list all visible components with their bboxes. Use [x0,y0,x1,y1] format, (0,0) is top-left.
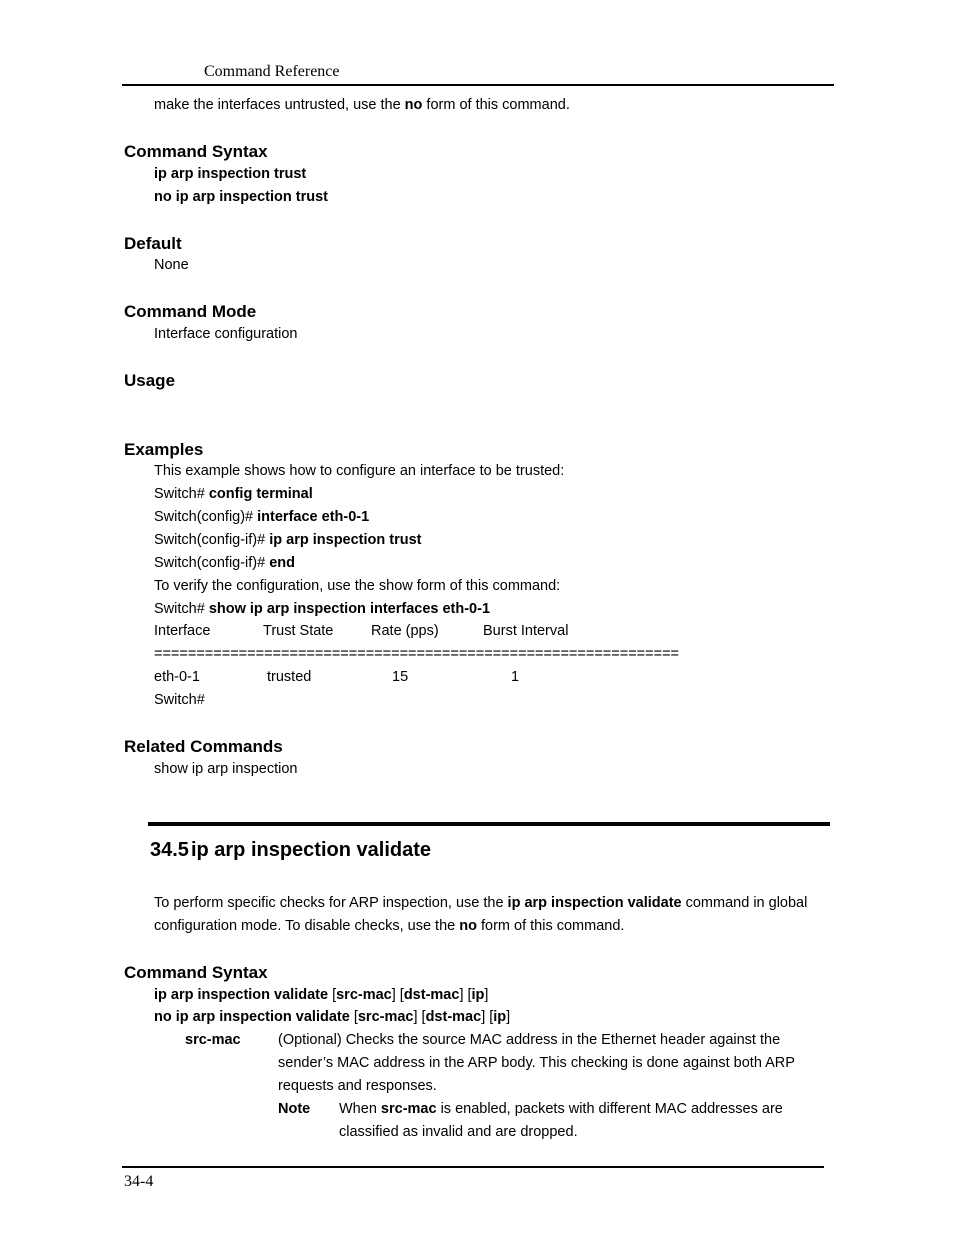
note-text-end: is enabled, packets with different MAC addresses are [436,1101,783,1117]
syntax-command: no ip arp inspection validate [154,1009,350,1025]
mode-heading: Command Mode [124,302,257,321]
syntax-line: ip arp inspection validate [src-mac] [dst-mac] [ip] [154,987,489,1003]
examples-description: This example shows how to configure an interface to be trusted: [154,463,565,479]
param-name: src-mac [185,1032,241,1048]
table-header-interface: Interface [154,623,211,639]
cli-prompt: Switch(config-if)# [154,555,270,571]
header-rule [122,84,834,86]
cli-command: interface eth-0-1 [257,509,370,525]
example-line [154,601,490,617]
verify-text: To verify the configuration, use the show form of this command: [154,578,561,594]
intro-keyword: no [404,97,423,113]
note-text: When [339,1101,381,1117]
cli-prompt-end: Switch# [154,692,205,708]
note-line [339,1101,783,1117]
cli-command: end [269,555,296,571]
table-header-rate: Rate (pps) [371,623,439,639]
example-line [154,509,369,525]
example-line [154,532,422,548]
default-value: None [154,257,189,273]
intro-keyword: no [459,918,477,934]
table-cell-trust-state: trusted [267,669,312,685]
table-cell-interface: eth-0-1 [154,669,200,685]
cli-command: config terminal [208,486,313,502]
cli-prompt: Switch# [154,486,209,502]
related-value: show ip arp inspection [154,761,298,777]
running-header: Command Reference [204,63,340,80]
section-number: 34.5 [150,839,189,861]
related-heading: Related Commands [124,737,283,756]
table-separator: ============================================================== [154,646,680,662]
table-cell-burst: 1 [511,669,520,685]
param-desc-line: sender’s MAC address in the ARP body. This checking is done against both ARP [278,1055,795,1071]
syntax-option: dst-mac [403,987,460,1003]
intro-text: configuration mode. To disable checks, use the [154,918,460,934]
syntax-option: ip [471,987,485,1003]
syntax-heading: Command Syntax [124,963,268,982]
cli-command: ip arp inspection trust [269,532,422,548]
footer-rule [122,1166,824,1168]
page-number: 34-4 [124,1173,154,1190]
section-name: ip arp inspection validate [190,839,431,861]
intro-keyword: ip arp inspection validate [507,895,682,911]
usage-heading: Usage [124,371,176,390]
note-label: Note [278,1101,311,1117]
example-line [154,486,313,502]
syntax-option: src-mac [336,987,392,1003]
table-header-burst: Burst Interval [483,623,569,639]
intro-text-end: form of this command. [422,97,570,113]
cli-prompt: Switch# [154,601,209,617]
cli-command: show ip arp inspection interfaces eth-0-1 [208,601,491,617]
intro-text-end: form of this command. [476,918,625,934]
note-keyword: src-mac [380,1101,437,1117]
syntax-heading: Command Syntax [124,142,268,161]
intro-text: To perform specific checks for ARP inspection, use the [154,895,508,911]
param-desc-line: (Optional) Checks the source MAC address in the Ethernet header against the [278,1032,781,1048]
section-title [150,839,431,862]
section-intro-line [154,918,624,934]
default-heading: Default [124,234,182,253]
section-rule [148,822,830,826]
syntax-option: dst-mac [425,1009,482,1025]
cli-prompt: Switch(config-if)# [154,532,270,548]
intro-text: make the interfaces untrusted, use the [154,97,405,113]
intro-text-end: command in global [681,895,808,911]
syntax-line: ip arp inspection trust [154,166,307,182]
syntax-command: ip arp inspection validate [154,987,329,1003]
table-header-trust-state: Trust State [263,623,334,639]
mode-value: Interface configuration [154,326,298,342]
section-intro-line [154,895,807,911]
table-cell-rate: 15 [392,669,409,685]
examples-heading: Examples [124,440,204,459]
syntax-option: ip [493,1009,507,1025]
syntax-option: src-mac [357,1009,414,1025]
cli-prompt: Switch(config)# [154,509,258,525]
param-desc-line: requests and responses. [278,1078,437,1094]
syntax-line-no: no ip arp inspection trust [154,189,329,205]
intro-tail [154,97,570,113]
syntax-line-no: no ip arp inspection validate [src-mac] [dst-mac] [ip] [154,1009,511,1025]
note-line: classified as invalid and are dropped. [339,1124,578,1140]
example-line [154,555,295,571]
